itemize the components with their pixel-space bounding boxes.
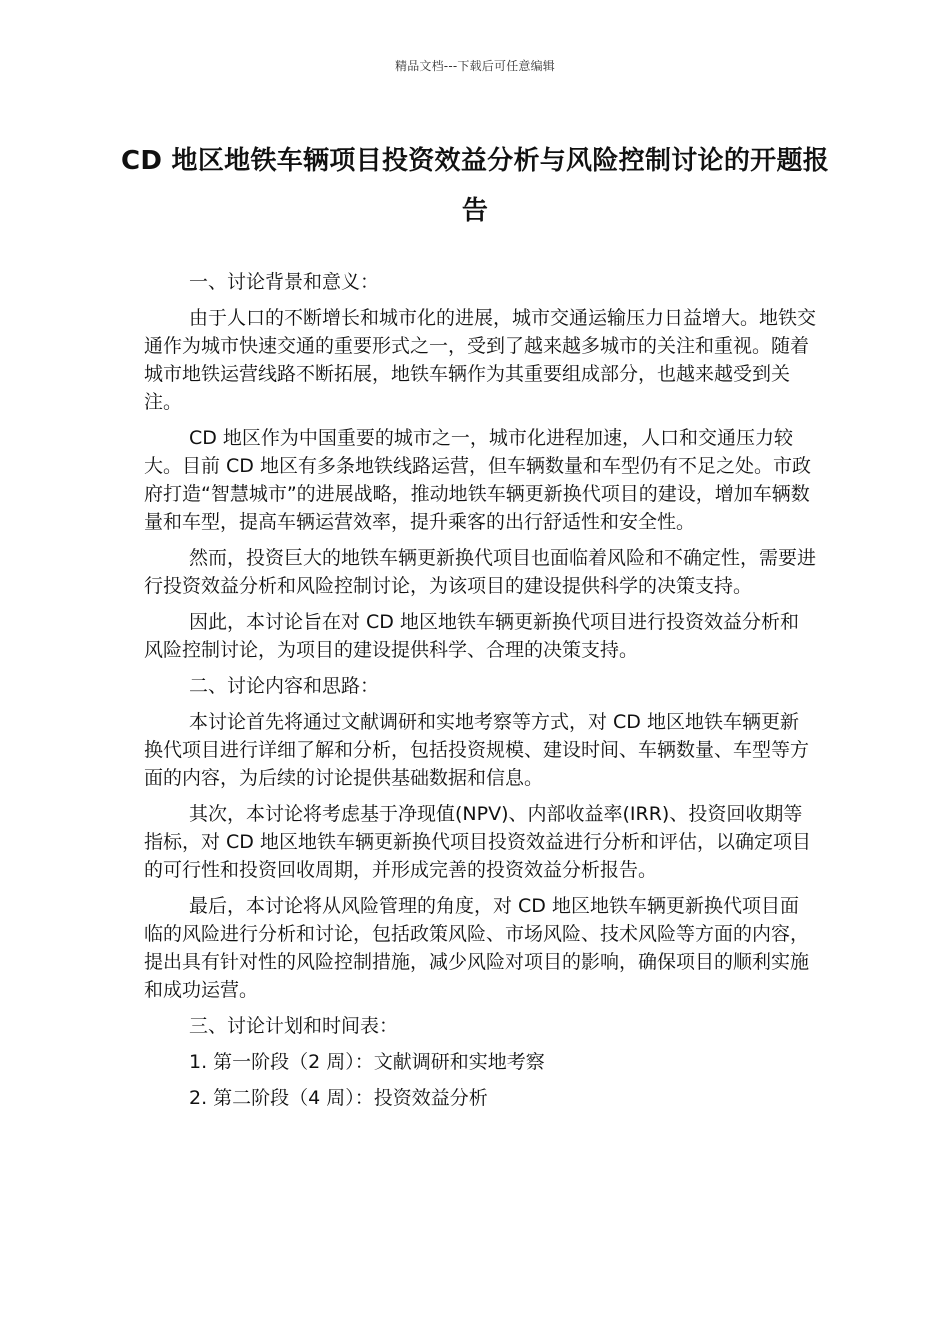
paragraph-background-4: 因此，本讨论旨在对 CD 地区地铁车辆更新换代项目进行投资效益分析和风险控制讨论，为项目的建设提供科学、合理的决策支持。 bbox=[144, 611, 799, 661]
schedule-item-2: 2. 第二阶段（4 周）：投资效益分析 bbox=[189, 1087, 488, 1109]
paragraph-background-2: CD 地区作为中国重要的城市之一，城市化进程加速，人口和交通压力较大。目前 CD 地区有多条地铁线路运营，但车辆数量和车型仍有不足之处。市政府打造“智慧城市”的进展战略，推动地铁车辆更新换代项目的建设，增加车辆数量和车型，提高车辆运营效率，提升乘客的出行舒适性和安全性。 bbox=[144, 427, 811, 533]
document-title: CD 地区地铁车辆项目投资效益分析与风险控制讨论的开题报告 bbox=[120, 146, 830, 226]
schedule-item-1: 1. 第一阶段（2 周）：文献调研和实地考察 bbox=[189, 1051, 545, 1073]
paragraph-content-1: 本讨论首先将通过文献调研和实地考察等方式，对 CD 地区地铁车辆更新换代项目进行详细了解和分析，包括投资规模、建设时间、车辆数量、车型等方面的内容，为后续的讨论提供基础数据和信息。 bbox=[144, 711, 810, 789]
header-note: 精品文档---下载后可任意编辑 bbox=[395, 59, 555, 73]
document-body bbox=[144, 268, 816, 1120]
paragraph-content-2: 其次，本讨论将考虑基于净现值(NPV)、内部收益率(IRR)、投资回收期等指标，对 CD 地区地铁车辆更新换代项目投资效益进行分析和评估，以确定项目的可行性和投资回收周期，并形成完善的投资效益分析报告。 bbox=[144, 803, 811, 881]
section-heading-schedule: 三、讨论计划和时间表： bbox=[189, 1015, 399, 1037]
paragraph-background-1: 由于人口的不断增长和城市化的进展，城市交通运输压力日益增大。地铁交通作为城市快速交通的重要形式之一，受到了越来越多城市的关注和重视。随着城市地铁运营线路不断拓展，地铁车辆作为其重要组成部分，也越来越受到关注。 bbox=[144, 307, 817, 413]
section-heading-content: 二、讨论内容和思路： bbox=[189, 675, 380, 697]
paragraph-background-3: 然而，投资巨大的地铁车辆更新换代项目也面临着风险和不确定性，需要进行投资效益分析和风险控制讨论，为该项目的建设提供科学的决策支持。 bbox=[144, 547, 817, 597]
section-heading-background: 一、讨论背景和意义： bbox=[189, 271, 380, 293]
paragraph-content-3: 最后，本讨论将从风险管理的角度，对 CD 地区地铁车辆更新换代项目面临的风险进行分析和讨论，包括政策风险、市场风险、技术风险等方面的内容，提出具有针对性的风险控制措施，减少风险对项目的影响，确保项目的顺利实施和成功运营。 bbox=[144, 895, 810, 1001]
